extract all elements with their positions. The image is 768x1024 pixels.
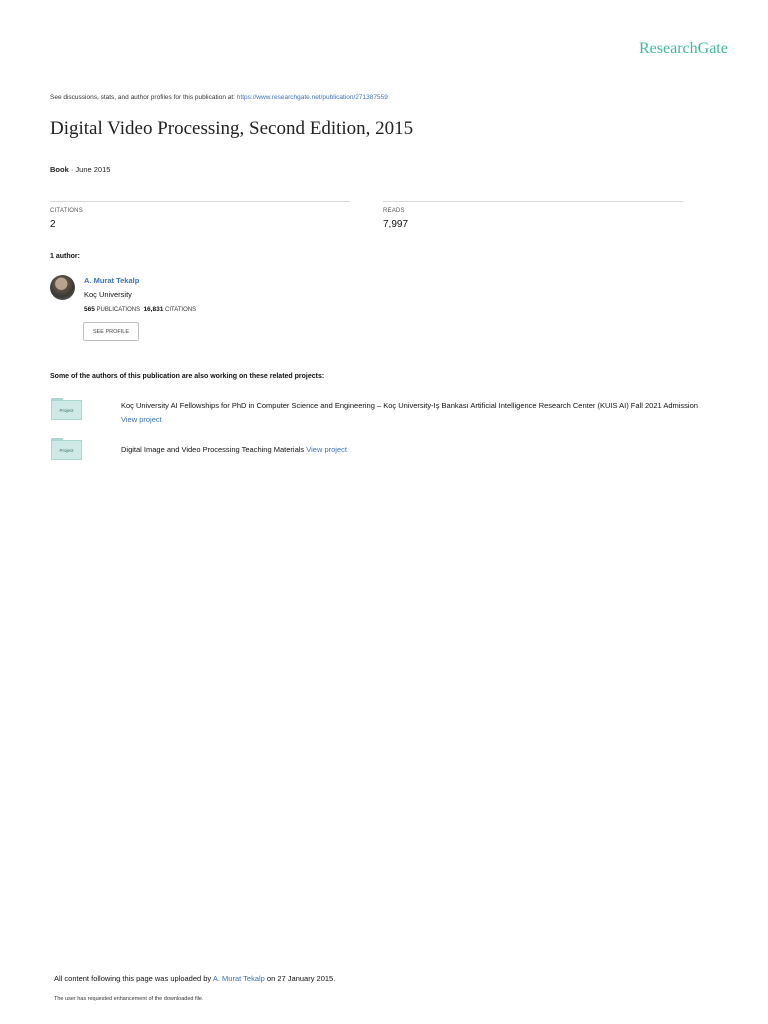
- upload-notice: [54, 974, 335, 983]
- project-icon-label: Project: [59, 407, 74, 413]
- folder-body: [51, 400, 82, 420]
- publication-date: · June 2015: [68, 165, 111, 174]
- author-counts: [84, 306, 196, 313]
- project-title: Digital Image and Video Processing Teaching Materials: [121, 445, 307, 454]
- project-item: [121, 445, 347, 454]
- publication-title: Digital Video Processing, Second Edition, 2015: [50, 118, 414, 139]
- related-projects-heading: Some of the authors of this publication are also working on these related projects:: [50, 373, 325, 380]
- author-citations-count: 16,831: [143, 306, 164, 313]
- publications-label: PUBLICATIONS: [94, 307, 141, 313]
- reads-label: READS: [383, 208, 405, 214]
- uploader-link[interactable]: A. Murat Tekalp: [212, 974, 265, 983]
- author-name-link[interactable]: A. Murat Tekalp: [84, 276, 140, 285]
- upload-suffix: on 27 January 2015.: [264, 974, 336, 983]
- discussion-notice: [50, 94, 388, 101]
- publications-count: 565: [84, 306, 95, 313]
- project-folder-icon[interactable]: [51, 438, 82, 460]
- authors-heading: 1 author:: [50, 253, 80, 260]
- project-icon-label: Project: [59, 447, 74, 453]
- author-affiliation: Koç University: [84, 290, 132, 299]
- folder-body: [51, 440, 82, 460]
- see-profile-button[interactable]: SEE PROFILE: [83, 322, 139, 341]
- enhancement-note: The user has requested enhancement of the downloaded file.: [54, 996, 204, 1002]
- discussion-text: See discussions, stats, and author profiles for this publication at:: [50, 94, 237, 101]
- citations-value: 2: [50, 219, 56, 230]
- reads-value: 7,997: [383, 219, 409, 230]
- author-avatar[interactable]: [50, 275, 75, 300]
- citations-label: CITATIONS: [50, 208, 83, 214]
- author-citations-label: CITATIONS: [163, 307, 197, 313]
- project-title: Koç University AI Fellowships for PhD in Computer Science and Engineering – Koç University-Iş Bankası Artificial Intelligence Research Center (KUIS AI) Fall 2021 Admission: [121, 401, 698, 410]
- upload-prefix: All content following this page was uploaded by: [54, 974, 213, 983]
- researchgate-logo[interactable]: ResearchGate: [639, 40, 728, 57]
- view-project-link[interactable]: View project: [306, 445, 347, 454]
- publication-url-link[interactable]: https://www.researchgate.net/publication/271387559: [236, 94, 388, 101]
- citations-divider: [50, 201, 350, 202]
- publication-meta: [50, 165, 110, 174]
- reads-divider: [383, 201, 683, 202]
- project-folder-icon[interactable]: [51, 398, 82, 420]
- publication-type: Book: [50, 165, 69, 174]
- view-project-link[interactable]: View project: [121, 415, 162, 424]
- project-item: [121, 399, 721, 427]
